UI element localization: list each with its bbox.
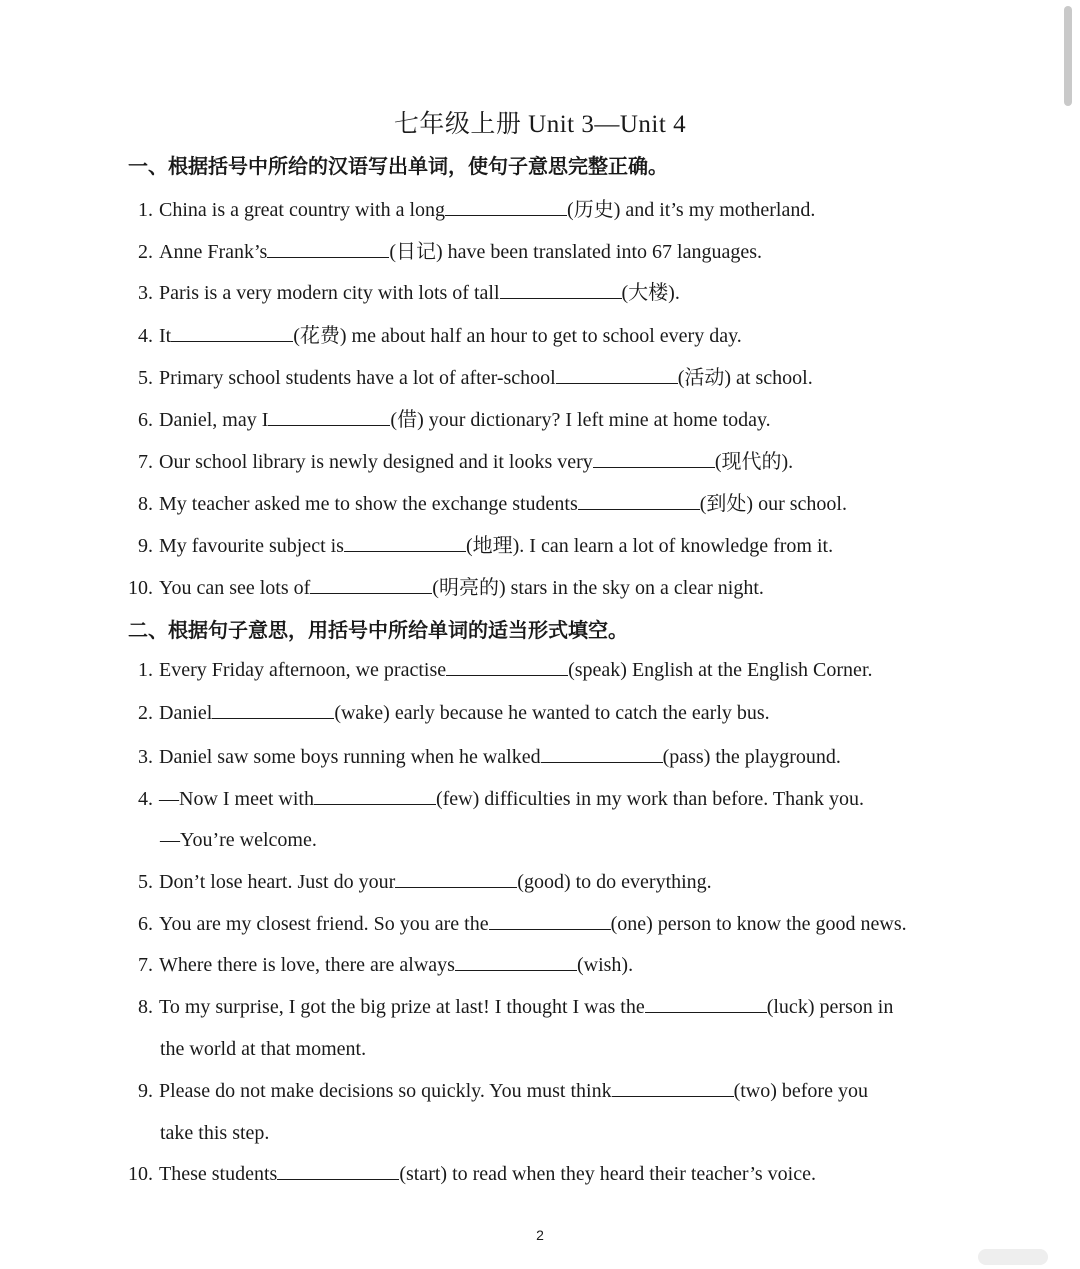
s1-question-8	[122, 487, 847, 516]
question-text-before: China is a great country with a long	[159, 199, 446, 221]
answer-blank[interactable]	[612, 1082, 734, 1097]
question-text-after: (luck) person in	[766, 996, 894, 1018]
question-text-before: Paris is a very modern city with lots of tall	[159, 282, 500, 304]
question-text-after: (地理). I can learn a lot of knowledge from it.	[465, 535, 834, 557]
s1-question-4	[122, 319, 742, 348]
question-text-after: (历史) and it’s my motherland.	[567, 199, 816, 221]
answer-blank[interactable]	[212, 704, 334, 719]
question-text-before: You are my closest friend. So you are the	[159, 913, 489, 935]
question-number: 6.	[138, 409, 153, 431]
question-text-after: (two) before you	[733, 1080, 868, 1102]
question-text-after: (日记) have been translated into 67 languages.	[389, 241, 762, 263]
question-text-before: My favourite subject is	[159, 535, 344, 557]
question-number: 7.	[138, 954, 153, 976]
question-text-before: Don’t lose heart. Just do your	[159, 871, 396, 893]
question-number: 3.	[138, 746, 153, 768]
question-text-before: Primary school students have a lot of after-school	[159, 367, 556, 389]
question-text-after: (到处) our school.	[699, 493, 847, 515]
answer-blank[interactable]	[578, 495, 700, 510]
question-number: 4.	[138, 325, 153, 347]
question-text-after: (现代的).	[714, 451, 794, 473]
answer-blank[interactable]	[593, 453, 715, 468]
answer-blank[interactable]	[446, 661, 568, 676]
answer-blank[interactable]	[171, 327, 293, 342]
question-text-before: To my surprise, I got the big prize at last! I thought I was the	[159, 996, 645, 1018]
s1-question-5	[122, 361, 813, 390]
s1-question-1	[122, 193, 815, 222]
question-text-before: My teacher asked me to show the exchange students	[159, 493, 578, 515]
answer-blank[interactable]	[556, 369, 678, 384]
answer-blank[interactable]	[645, 998, 767, 1013]
s1-question-9	[122, 529, 833, 558]
question-text-after: (one) person to know the good news.	[610, 913, 907, 935]
question-text-after: (花费) me about half an hour to get to school every day.	[293, 325, 742, 347]
question-text-before: Daniel, may I	[159, 409, 269, 431]
question-text-before: Please do not make decisions so quickly. You must think	[159, 1080, 612, 1102]
s2-question-3	[122, 746, 841, 769]
answer-blank[interactable]	[268, 411, 390, 426]
question-number: 1.	[138, 199, 153, 221]
section-1-heading: 一、根据括号中所给的汉语写出单词，使句子意思完整正确。	[128, 154, 668, 178]
question-number: 5.	[138, 367, 153, 389]
question-number: 9.	[138, 1080, 153, 1102]
s2-question-4-continuation: —You’re welcome.	[160, 829, 317, 851]
question-text-after: (大楼).	[621, 282, 680, 304]
answer-blank[interactable]	[541, 748, 663, 763]
question-number: 10.	[128, 577, 153, 599]
s2-question-9	[122, 1080, 868, 1103]
answer-blank[interactable]	[310, 579, 432, 594]
page-number: 2	[536, 1227, 544, 1243]
s2-question-2	[122, 702, 770, 725]
question-number: 4.	[138, 788, 153, 810]
question-number: 5.	[138, 871, 153, 893]
question-number: 10.	[128, 1163, 153, 1185]
question-text-after: (few) difficulties in my work than before. Thank you.	[435, 788, 865, 810]
s2-question-8-continuation: the world at that moment.	[160, 1038, 367, 1060]
question-text-after: (start) to read when they heard their teacher’s voice.	[399, 1163, 816, 1185]
answer-blank[interactable]	[395, 873, 517, 888]
s1-question-2	[122, 235, 762, 264]
question-text-before: Our school library is newly designed and it looks very	[159, 451, 593, 473]
answer-blank[interactable]	[500, 284, 622, 299]
s2-question-7	[122, 954, 633, 977]
s1-question-10	[122, 571, 764, 600]
corner-overlay-button[interactable]	[978, 1249, 1048, 1265]
question-text-after: (活动) at school.	[677, 367, 813, 389]
question-text-before: These students	[159, 1163, 278, 1185]
s1-question-3	[122, 276, 680, 305]
answer-blank[interactable]	[455, 956, 577, 971]
question-text-after: (wake) early because he wanted to catch the early bus.	[334, 702, 770, 724]
question-number: 8.	[138, 996, 153, 1018]
question-text-after: (pass) the playground.	[662, 746, 841, 768]
s2-question-9-continuation: take this step.	[160, 1122, 270, 1144]
question-text-before: It	[159, 325, 172, 347]
section-2-heading: 二、根据句子意思，用括号中所给单词的适当形式填空。	[128, 618, 628, 642]
question-text-after: (借) your dictionary? I left mine at home today.	[390, 409, 771, 431]
s2-question-5	[122, 871, 712, 894]
question-text-before: You can see lots of	[159, 577, 311, 599]
question-text-before: Every Friday afternoon, we practise	[159, 659, 447, 681]
s1-question-7	[122, 445, 793, 474]
s2-question-8	[122, 996, 893, 1019]
question-number: 7.	[138, 451, 153, 473]
question-text-before: Where there is love, there are always	[159, 954, 455, 976]
question-text-before: —Now I meet with	[159, 788, 314, 810]
answer-blank[interactable]	[445, 201, 567, 216]
question-number: 2.	[138, 241, 153, 263]
question-text-before: Daniel saw some boys running when he walked	[159, 746, 541, 768]
s2-question-1	[122, 659, 873, 682]
answer-blank[interactable]	[489, 915, 611, 930]
question-number: 2.	[138, 702, 153, 724]
question-text-after: (speak) English at the English Corner.	[568, 659, 873, 681]
question-text-after: (wish).	[576, 954, 634, 976]
question-number: 9.	[138, 535, 153, 557]
question-number: 8.	[138, 493, 153, 515]
answer-blank[interactable]	[314, 790, 436, 805]
scrollbar-thumb[interactable]	[1064, 6, 1072, 106]
answer-blank[interactable]	[267, 243, 389, 258]
question-text-after: (明亮的) stars in the sky on a clear night.	[432, 577, 764, 599]
s2-question-6	[122, 913, 907, 936]
question-text-before: Anne Frank’s	[159, 241, 268, 263]
question-number: 3.	[138, 282, 153, 304]
s2-question-10	[122, 1163, 816, 1186]
s1-question-6	[122, 403, 771, 432]
question-number: 6.	[138, 913, 153, 935]
answer-blank[interactable]	[277, 1165, 399, 1180]
answer-blank[interactable]	[344, 537, 466, 552]
question-number: 1.	[138, 659, 153, 681]
question-text-before: Daniel	[159, 702, 213, 724]
s2-question-4	[122, 788, 864, 811]
page-title: 七年级上册 Unit 3—Unit 4	[393, 111, 687, 138]
question-text-after: (good) to do everything.	[517, 871, 712, 893]
